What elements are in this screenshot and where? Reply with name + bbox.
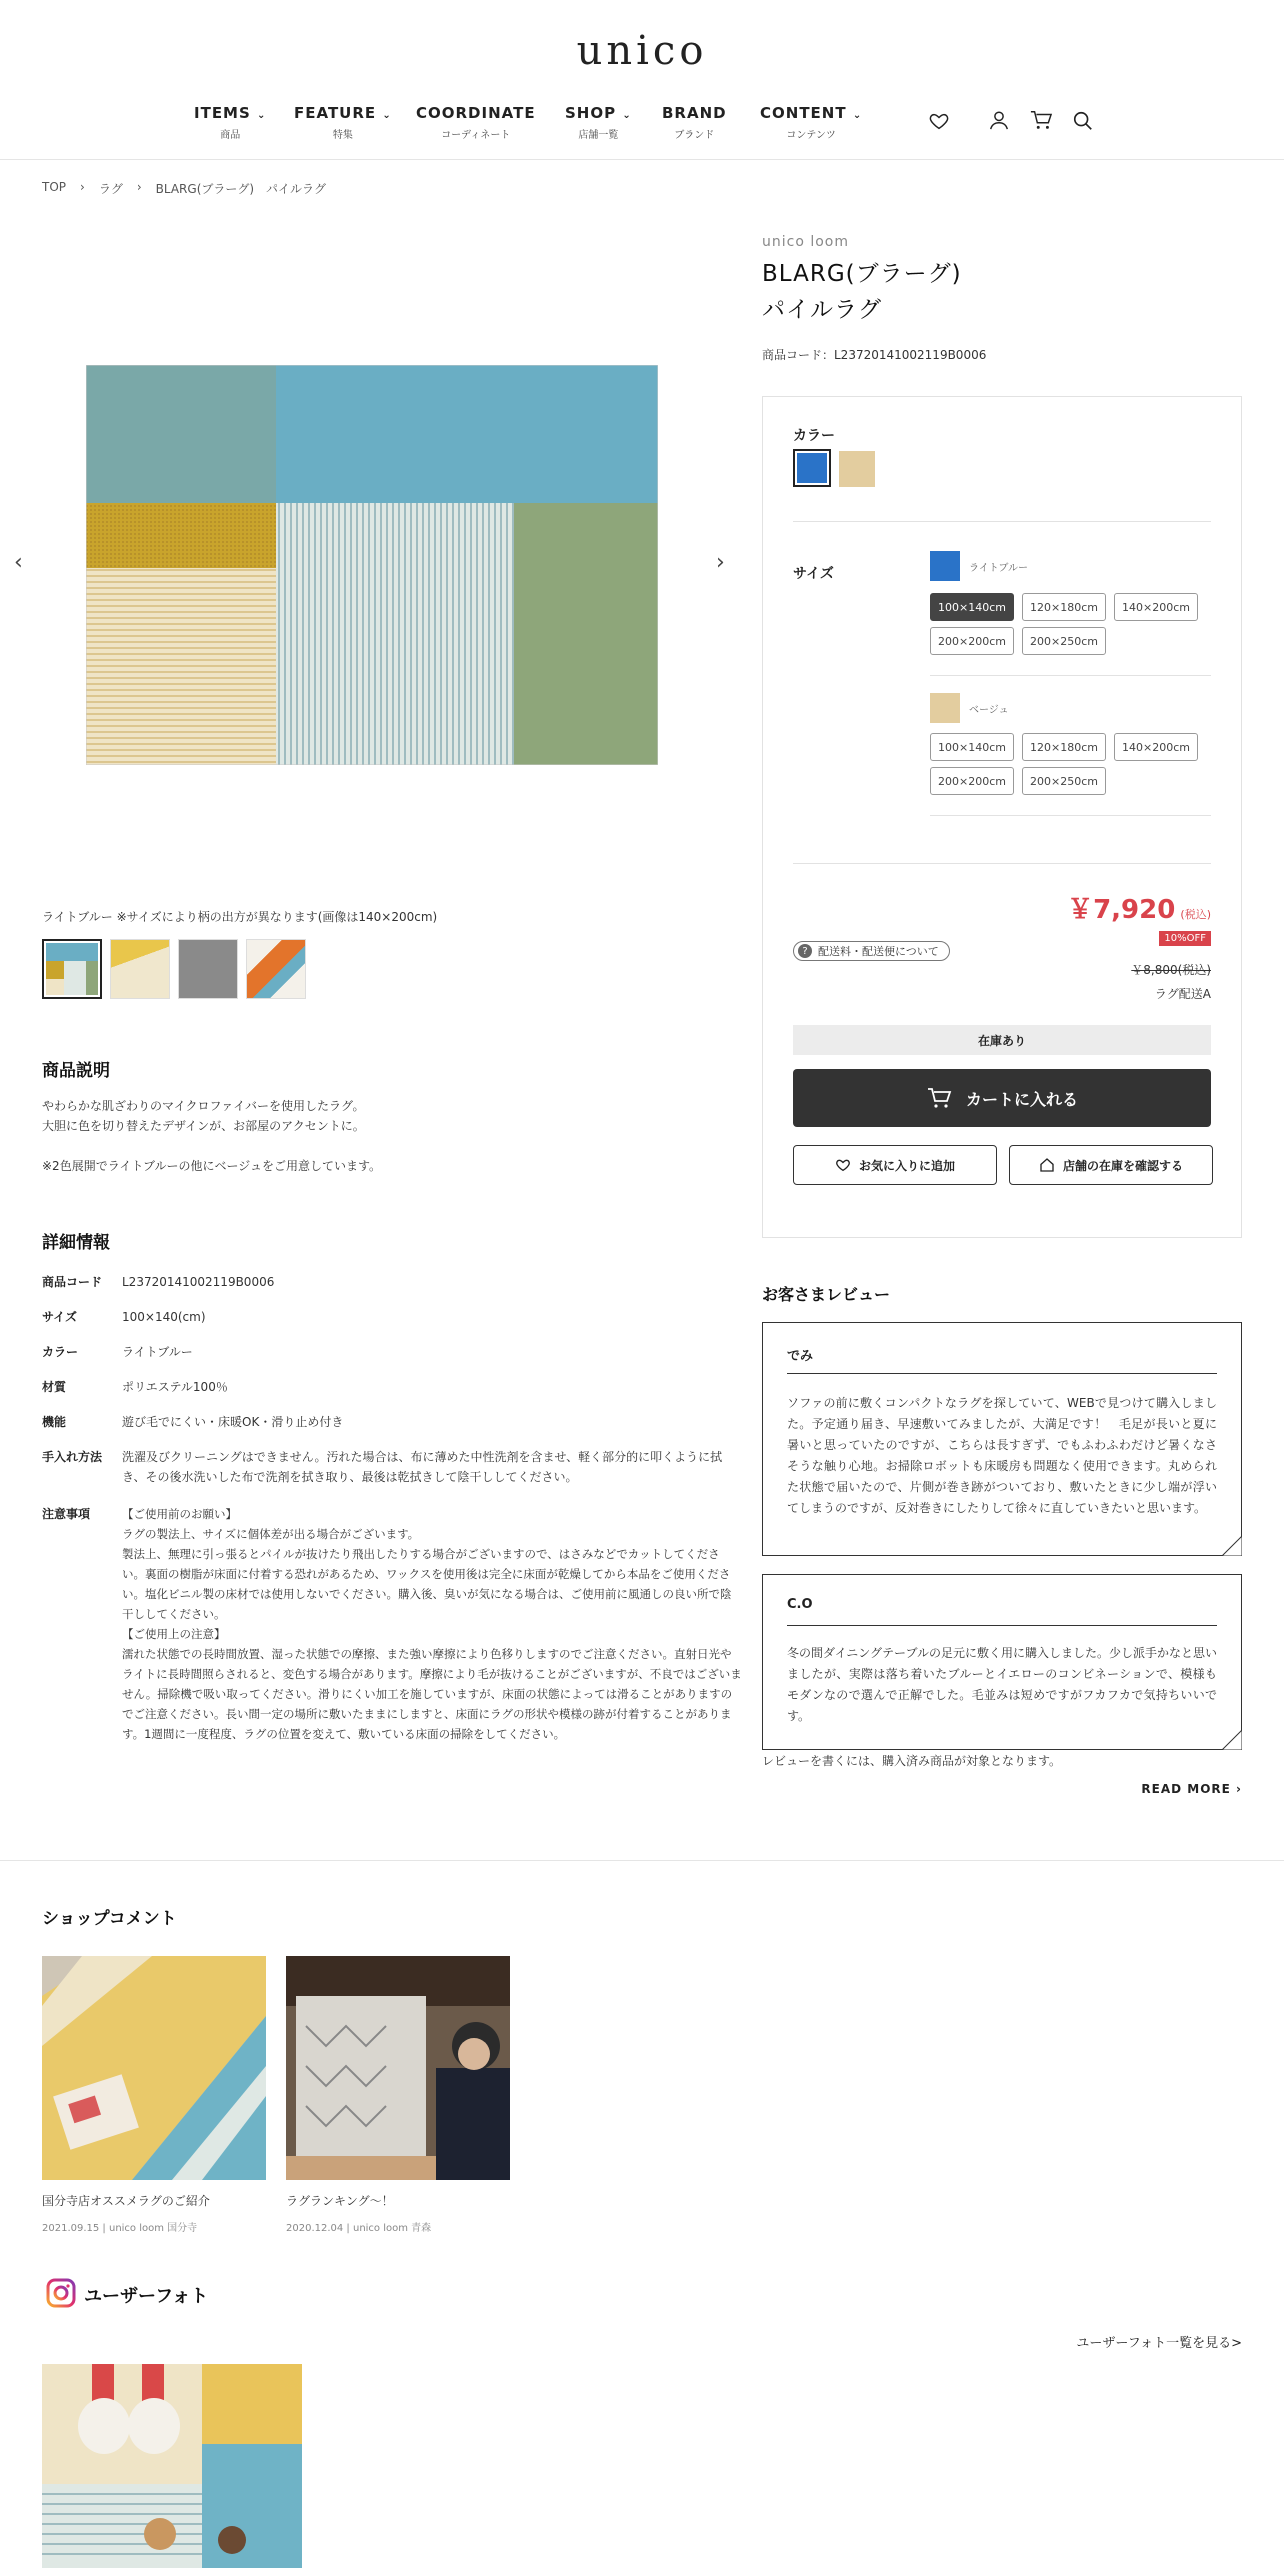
site-logo[interactable]: unico: [576, 28, 708, 74]
shop-comment-image: [286, 1956, 510, 2180]
user-photo-title: ユーザーフォト: [84, 2286, 209, 2307]
spec-value: 遊び毛でにくい・床暖OK・滑り止め付き: [122, 1415, 344, 1429]
size-group-label: ライトブルー: [969, 563, 1028, 574]
panel-divider: [930, 815, 1211, 816]
shop-comment-title: ショップコメント: [42, 1909, 177, 1929]
product-title: [762, 256, 962, 328]
chevron-down-icon: ⌄: [622, 110, 632, 121]
spec-key: 機能: [42, 1415, 67, 1429]
gallery-caption: ライトブルー ※サイズにより柄の出方が異なります(画像は140×200cm): [42, 910, 438, 924]
spec-value: ポリエステル100％: [122, 1380, 228, 1394]
breadcrumb-current: BLARG(ブラーグ) パイルラグ: [155, 182, 327, 196]
nav-label: COORDINATE: [416, 104, 536, 122]
review-divider: [787, 1373, 1217, 1374]
details-title: 詳細情報: [42, 1233, 110, 1253]
check-store-stock-label: 店舗の在庫を確認する: [1062, 1158, 1183, 1173]
nav-label: SHOP: [565, 104, 617, 122]
spec-row: [42, 1272, 742, 1292]
spec-value: ライトブルー: [122, 1345, 193, 1359]
size-group-swatch-beige: [930, 693, 960, 723]
nav-sub-label: 特集: [332, 130, 353, 141]
nav-content[interactable]: [760, 104, 862, 141]
size-option[interactable]: 140×200cm: [1114, 593, 1198, 621]
color-label: カラー: [793, 428, 835, 444]
nav-feature[interactable]: [294, 104, 392, 141]
shop-comment-caption: 国分寺店オススメラグのご紹介: [42, 2194, 210, 2208]
product-code: 商品コード：L23720141002119B0006: [762, 348, 987, 362]
thumbnail[interactable]: [42, 939, 102, 999]
spec-row: [42, 1412, 742, 1432]
spec-value: 【ご使用前のお願い】 ラグの製法上、サイズに個体差が出る場合がございます。 製法上、無理に引っ張るとパイルが抜けたり飛出したりする場合がございますので、はさみなどでカットしてください。裏面の樹脂が床面に付着する恐れがあるため、ワックスを使用後は完全に床面が乾燥してから本品をご使用ください。塩化ビニル製の床材では使用しないでください。購入後、臭いが気になる場合は、ご使用前に風通しの良い所で陰干ししてください。 【ご使用上の注意】 濡れた状態での長時間放置、湿った状態での摩擦、また強い摩擦により色移りしますのでご注意ください。直射日光やライトに長時間照らされると、変色する場合があります。摩擦により毛が抜けることがございますが、不良ではございません。掃除機で吸い取ってください。滑りにくい加工を施していますが、床面の状態によっては滑ることがありますのでご注意ください。長い間一定の場所に敷いたままにしますと、床面にラグの形状や模様の跡が付着することがあります。1週間に一度程度、ラグの位置を変えて、敷いている床面の掃除をしてください。: [122, 1507, 742, 1741]
chevron-down-icon: ⌄: [257, 110, 267, 121]
nav-coordinate[interactable]: [416, 104, 536, 141]
spec-key: 注意事項: [42, 1507, 91, 1521]
size-option[interactable]: 120×180cm: [1022, 733, 1106, 761]
product-brand[interactable]: unico loom: [762, 234, 850, 250]
gallery-next-button[interactable]: ›: [716, 550, 725, 575]
panel-divider: [930, 675, 1211, 676]
size-option[interactable]: 100×140cm: [930, 733, 1014, 761]
thumbnail[interactable]: [178, 939, 238, 999]
add-to-favorites-label: お気に入りに追加: [858, 1158, 955, 1173]
price: ￥7,920: [1067, 895, 1176, 925]
nav-label: ITEMS: [194, 104, 251, 122]
description-spacer: [42, 1136, 702, 1156]
price-tax: (税込): [1180, 908, 1211, 921]
review-note: レビューを書くには、購入済み商品が対象となります。: [762, 1754, 1062, 1768]
read-more-link[interactable]: READ MORE ›: [1141, 1782, 1242, 1796]
size-option[interactable]: 100×140cm: [930, 593, 1014, 621]
description-body: [42, 1096, 702, 1176]
spec-value: L23720141002119B0006: [122, 1275, 275, 1289]
spec-value: 100×140(cm): [122, 1310, 206, 1324]
instagram-icon: [46, 2278, 76, 2308]
review-body: 冬の間ダイニングテーブルの足元に敷く用に購入しました。少し派手かなと思いましたが、実際は落ち着いたブルーとイエローのコンビネーションで、模様もモダンなので選んで正解でした。毛並みは短めですがフカフカで気持ちいいです。: [787, 1646, 1217, 1723]
size-option[interactable]: 120×180cm: [1022, 593, 1106, 621]
nav-items[interactable]: [194, 104, 266, 141]
nav-label: CONTENT: [760, 104, 847, 122]
size-group-swatch-lightblue: [930, 551, 960, 581]
size-option[interactable]: 140×200cm: [1114, 733, 1198, 761]
spec-key: 商品コード: [42, 1275, 103, 1289]
price-block: [1067, 889, 1211, 926]
spec-value: 洗濯及びクリーニングはできません。汚れた場合は、布に薄めた中性洗剤を含ませ、軽く部分的に叩くように拭き、その後水洗いした布で洗剤を拭き取り、最後は乾拭きして陰干ししてください。: [122, 1450, 723, 1484]
description-title: 商品説明: [42, 1061, 110, 1081]
question-icon: ?: [798, 944, 812, 958]
review-card: [762, 1574, 1242, 1750]
nav-shop[interactable]: [565, 104, 632, 141]
spec-key: サイズ: [42, 1310, 78, 1324]
review-card: [762, 1322, 1242, 1556]
review-author: C.O: [787, 1597, 813, 1612]
shop-comment-caption: ラグランキング～！: [286, 2194, 394, 2208]
shop-comment-meta: 2020.12.04 | unico loom 青森: [286, 2223, 432, 2234]
spec-row: [42, 1504, 742, 1764]
color-swatch-lightblue[interactable]: [793, 449, 831, 487]
reviews-title: お客さまレビュー: [762, 1285, 891, 1304]
discount-badge: 10%OFF: [1159, 931, 1211, 946]
spec-key: 手入れ方法: [42, 1450, 103, 1464]
add-to-cart-label: カートに入れる: [965, 1089, 1078, 1109]
heart-icon[interactable]: [928, 110, 950, 132]
shop-comment-card[interactable]: [42, 1956, 266, 2234]
nav-sub-label: コンテンツ: [786, 130, 836, 141]
spec-key: 材質: [42, 1380, 67, 1394]
search-icon[interactable]: [1072, 110, 1094, 132]
panel-divider: [793, 521, 1211, 522]
original-price: ￥8,800(税込): [1131, 963, 1211, 977]
purchase-panel: [762, 396, 1242, 1238]
review-body: ソファの前に敷くコンパクトなラグを探していて、WEBで見つけて購入しました。予定通り届き、早速敷いてみましたが、大満足です！ 毛足が長いと夏に暑いと思っていたのですが、こちらは長すぎず、でもふわふわだけど暑くなさそうな触り心地。お掃除ロボットも床暖房も問題なく使用できます。丸められた状態で届いたので、片側が巻き跡がついており、敷いたときに少し端が浮いてしまうのですが、反対巻きにしたりして徐々に直していきたいと思います。: [787, 1396, 1217, 1515]
thumbnail[interactable]: [246, 939, 306, 999]
user-photo-image[interactable]: [42, 2364, 302, 2568]
panel-divider: [793, 863, 1211, 864]
shop-comment-card[interactable]: [286, 1956, 510, 2234]
shipping-type: ラグ配送A: [1154, 987, 1211, 1001]
nav-label: BRAND: [662, 104, 727, 122]
thumbnail[interactable]: [110, 939, 170, 999]
check-store-stock-button[interactable]: [1009, 1145, 1213, 1185]
description-line: 大胆に色を切り替えたデザインが、お部屋のアクセントに。: [42, 1119, 365, 1133]
chevron-down-icon: ⌄: [382, 110, 392, 121]
spec-key: カラー: [42, 1345, 79, 1359]
shop-comment-image: [42, 1956, 266, 2180]
breadcrumb-top[interactable]: TOP: [42, 180, 67, 194]
product-title-line: パイルラグ: [762, 297, 882, 323]
cart-icon: [926, 1086, 952, 1110]
breadcrumb-rug[interactable]: ラグ: [98, 182, 123, 196]
size-group-label: ベージュ: [969, 705, 1009, 716]
size-option[interactable]: 200×250cm: [1022, 627, 1106, 655]
chevron-down-icon: ⌄: [852, 110, 863, 121]
header-divider: [0, 159, 1284, 160]
nav-sub-label: コーディネート: [441, 130, 511, 141]
product-main-image: [86, 365, 658, 765]
gallery-prev-button[interactable]: ‹: [14, 550, 23, 575]
size-option[interactable]: 200×250cm: [1022, 767, 1106, 795]
add-to-favorites-button[interactable]: [793, 1145, 997, 1185]
spec-row: [42, 1342, 742, 1362]
spec-row: [42, 1377, 742, 1397]
size-option[interactable]: 200×200cm: [930, 627, 1014, 655]
nav-sub-label: ブランド: [674, 130, 715, 141]
add-to-cart-button[interactable]: [793, 1069, 1211, 1127]
breadcrumb-separator: ›: [80, 180, 85, 194]
shipping-link-label: 配送料・配送便について: [818, 945, 939, 958]
cart-icon[interactable]: [1029, 109, 1053, 131]
description-line: ※2色展開でライトブルーの他にベージュをご用意しています。: [42, 1159, 382, 1173]
nav-label: FEATURE: [294, 104, 377, 122]
home-icon: [1039, 1157, 1055, 1173]
nav-sub-label: 商品: [220, 130, 241, 141]
heart-icon: [835, 1157, 851, 1173]
breadcrumb: [42, 180, 326, 197]
description-line: やわらかな肌ざわりのマイクロファイバーを使用したラグ。: [42, 1099, 365, 1113]
size-option[interactable]: 200×200cm: [930, 767, 1014, 795]
color-swatch-beige[interactable]: [839, 451, 875, 487]
stock-status: 在庫あり: [793, 1025, 1211, 1055]
shipping-link[interactable]: [793, 941, 950, 961]
user-icon[interactable]: [988, 109, 1010, 131]
review-author: でみ: [787, 1349, 814, 1364]
user-photo-list-link[interactable]: ユーザーフォト一覧を見る>: [1076, 2336, 1242, 2351]
section-divider: [0, 1860, 1284, 1861]
spec-row: [42, 1307, 742, 1327]
product-title-line: BLARG(ブラーグ): [762, 261, 962, 287]
nav-sub-label: 店舗一覧: [578, 130, 619, 141]
page-fold-icon: [1222, 1730, 1242, 1750]
breadcrumb-separator: ›: [136, 180, 142, 194]
review-divider: [787, 1625, 1217, 1626]
spec-row: [42, 1447, 742, 1487]
gallery-thumbnails: [42, 939, 306, 999]
shop-comment-meta: 2021.09.15 | unico loom 国分寺: [42, 2223, 198, 2234]
nav-brand[interactable]: [662, 104, 727, 141]
size-label: サイズ: [793, 566, 834, 582]
page-fold-icon: [1222, 1536, 1242, 1556]
